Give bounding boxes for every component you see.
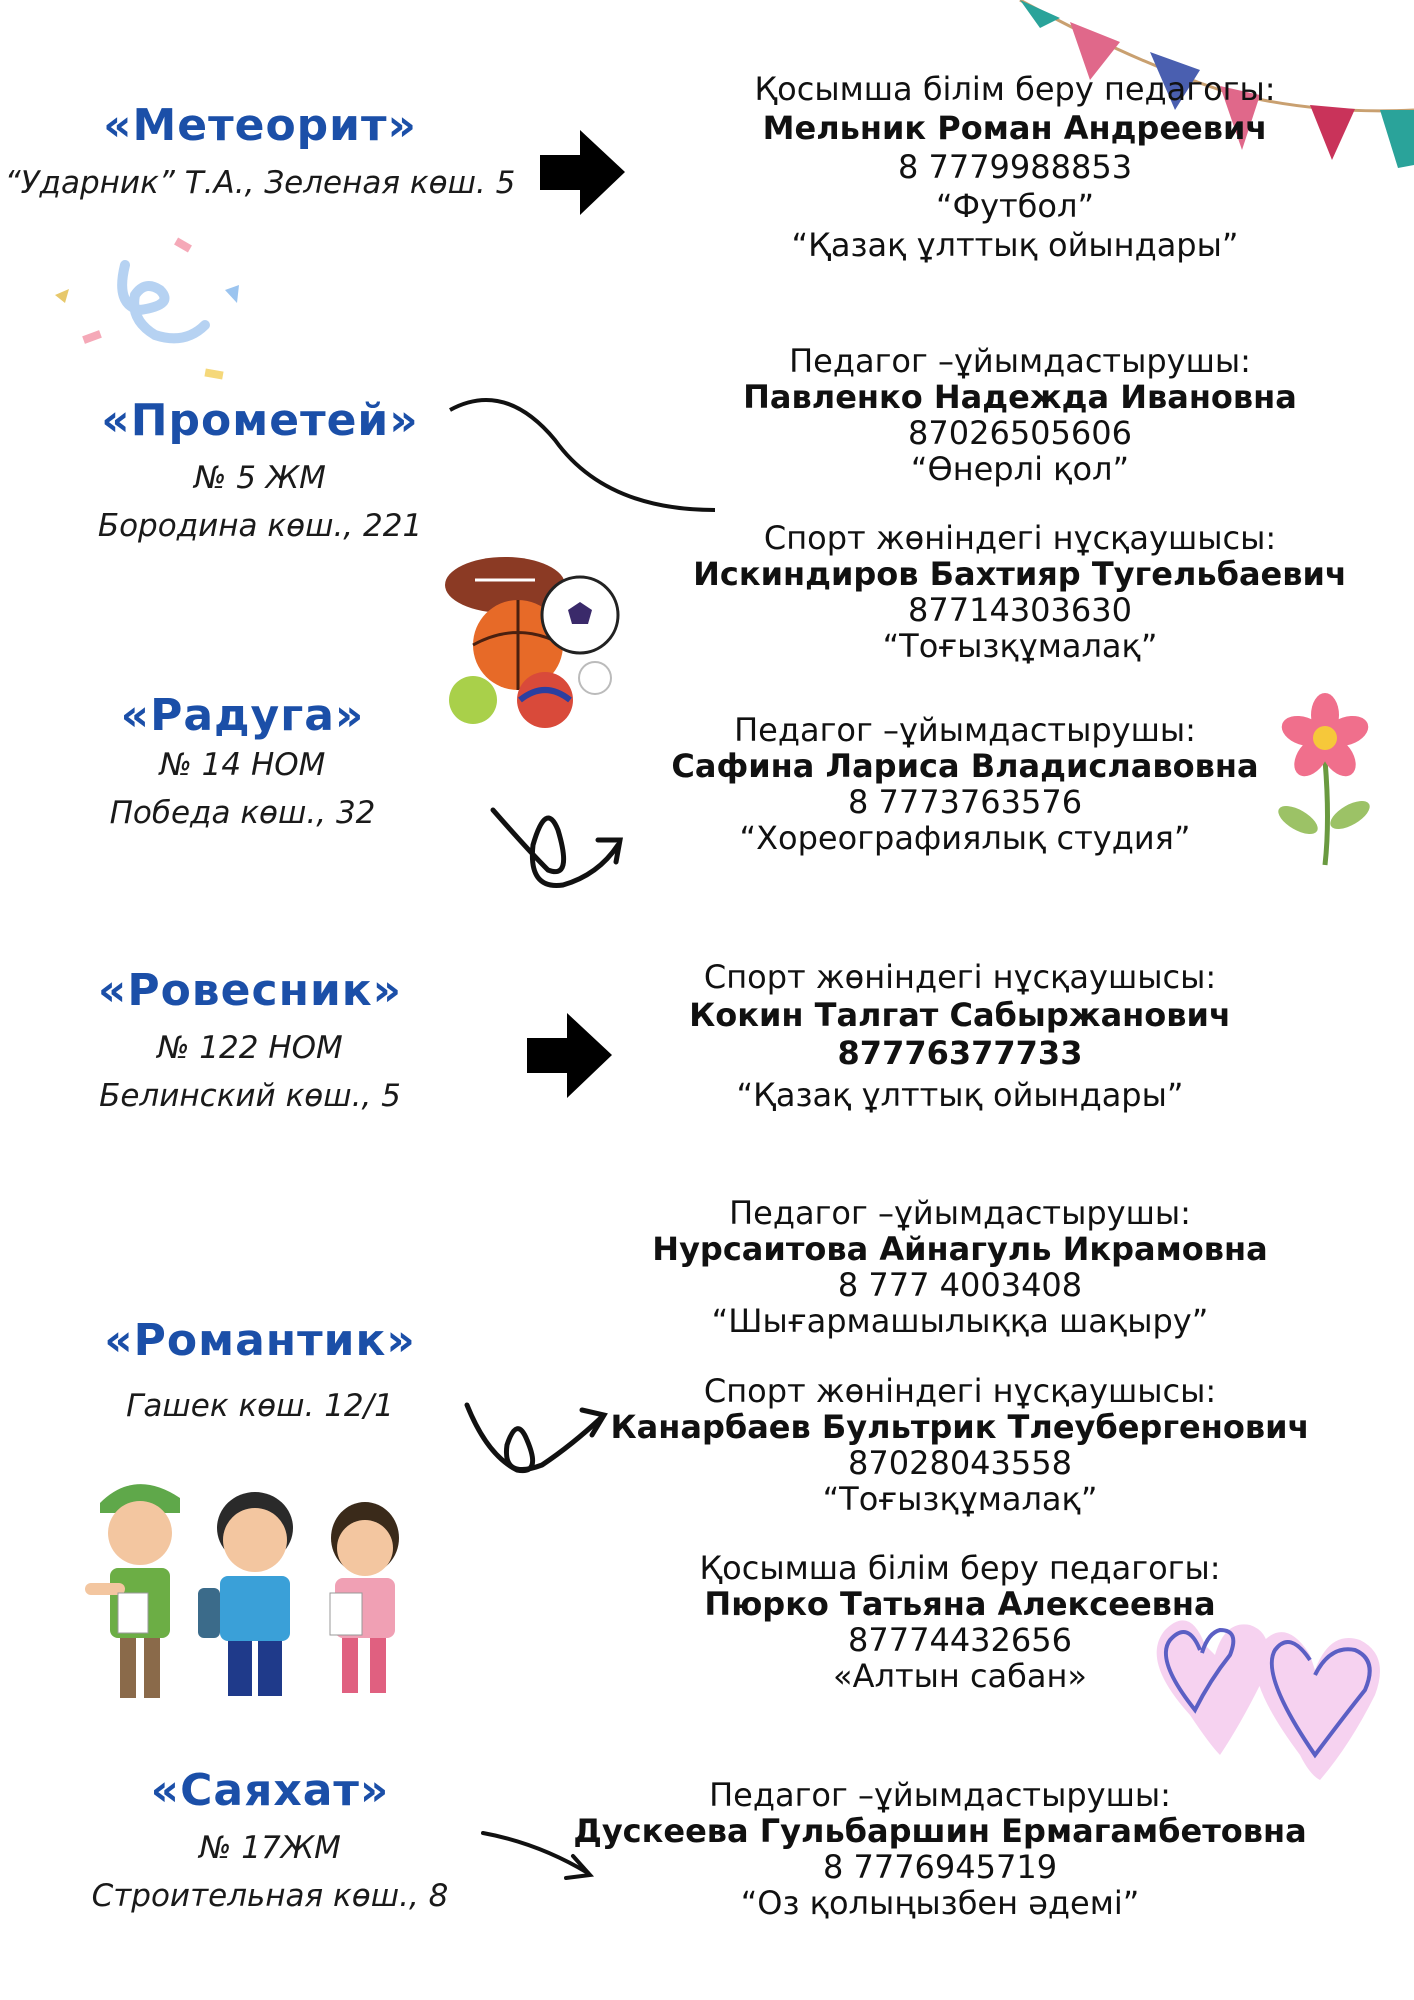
club-name: «Саяхат» xyxy=(150,1765,390,1816)
contact-phone: 87714303630 xyxy=(908,591,1132,629)
club-name: «Романтик» xyxy=(104,1315,416,1366)
contact-phone: 8 777 4003408 xyxy=(837,1266,1083,1304)
contact-activity: “Футбол” xyxy=(935,187,1095,225)
club-sayakhat xyxy=(0,1765,540,1920)
club-raduga xyxy=(0,690,485,837)
contact-phone: 8 7779988853 xyxy=(897,148,1133,186)
club-name: «Метеорит» xyxy=(103,100,417,151)
club-name: «Радуга» xyxy=(120,690,365,741)
arrow-1-icon xyxy=(535,125,630,220)
club-address: Белинский көш., 5 xyxy=(99,1078,401,1114)
contact-role: Қосымша білім беру педагогы: xyxy=(754,70,1276,108)
club-name: «Ровесник» xyxy=(97,965,403,1016)
contact-person: Дускеева Гульбаршин Ермагамбетовна xyxy=(573,1812,1307,1850)
club-romantik xyxy=(0,1315,520,1430)
club-address: Гашек көш. 12/1 xyxy=(126,1388,394,1424)
contact-activity: “Тоғызқұмалақ” xyxy=(822,1480,1098,1518)
contact-person: Канарбаев Бультрик Тлеубергенович xyxy=(610,1408,1310,1446)
children-illustration xyxy=(80,1458,420,1713)
contact-kanarbaev xyxy=(580,1373,1340,1517)
contact-pavlenko xyxy=(670,343,1370,487)
contact-activity: “Шығармашылыққа шақыру” xyxy=(711,1302,1209,1340)
club-address: “Ударник” Т.А., Зеленая көш. 5 xyxy=(4,165,516,201)
club-address: Бородина көш., 221 xyxy=(97,508,423,544)
contact-phone: 87026505606 xyxy=(908,414,1132,452)
contact-role: Спорт жөніндегі нұсқаушысы: xyxy=(763,519,1277,557)
contact-iskindirov xyxy=(660,520,1380,664)
club-prometei xyxy=(0,395,520,550)
contact-person: Павленко Надежда Ивановна xyxy=(743,378,1297,416)
contact-phone: 8 7776945719 xyxy=(822,1848,1058,1886)
club-address: Строительная көш., 8 xyxy=(91,1878,449,1914)
contact-activity-2: “Қазақ ұлттық ойындары” xyxy=(791,226,1239,264)
club-address: Победа көш., 32 xyxy=(109,795,376,831)
contact-melnik xyxy=(665,70,1365,265)
club-rovesnik xyxy=(0,965,500,1120)
contact-role: Педагог –ұйымдастырушы: xyxy=(789,342,1251,380)
club-district: № 122 НОМ xyxy=(157,1030,343,1066)
contact-phone: 8 7773763576 xyxy=(847,783,1083,821)
confetti-decoration xyxy=(55,235,245,385)
club-meteorit xyxy=(0,100,520,207)
arrow-2-icon xyxy=(522,1008,617,1103)
contact-nursaitova xyxy=(610,1195,1310,1339)
club-district: № 17ЖМ xyxy=(199,1830,341,1866)
contact-phone: 87774432656 xyxy=(848,1621,1072,1659)
contact-phone: 87776377733 xyxy=(837,1034,1083,1072)
contact-duskeeva xyxy=(560,1777,1320,1921)
contact-person: Искиндиров Бахтияр Тугельбаевич xyxy=(693,555,1347,593)
contact-person: Пюрко Татьяна Алексеевна xyxy=(704,1585,1216,1623)
contact-person: Мельник Роман Андреевич xyxy=(762,109,1268,147)
contact-pyurko xyxy=(610,1550,1310,1694)
contact-activity: “Оз қолыңызбен әдемі” xyxy=(740,1884,1140,1922)
contact-phone: 87028043558 xyxy=(848,1444,1072,1482)
contact-activity: “Қазақ ұлттық ойындары” xyxy=(736,1076,1184,1114)
contact-activity: “Өнерлі қол” xyxy=(910,450,1130,488)
contact-role: Спорт жөніндегі нұсқаушысы: xyxy=(703,1372,1217,1410)
contact-activity: «Алтын сабан» xyxy=(833,1657,1087,1695)
contact-activity: “Тоғызқұмалақ” xyxy=(882,627,1158,665)
contact-role: Спорт жөніндегі нұсқаушысы: xyxy=(703,958,1217,996)
contact-person: Кокин Талгат Сабыржанович xyxy=(689,996,1231,1034)
contact-role: Педагог –ұйымдастырушы: xyxy=(734,711,1196,749)
club-name: «Прометей» xyxy=(101,395,419,446)
contact-person: Нурсаитова Айнагуль Икрамовна xyxy=(652,1230,1268,1268)
contact-role: Педагог –ұйымдастырушы: xyxy=(709,1776,1171,1814)
club-district: № 14 НОМ xyxy=(159,747,326,783)
contact-role: Қосымша білім беру педагогы: xyxy=(699,1549,1221,1587)
contact-kokin xyxy=(610,958,1310,1114)
contact-activity: “Хореографиялық студия” xyxy=(739,819,1191,857)
club-district: № 5 ЖМ xyxy=(194,460,326,496)
contact-safina xyxy=(620,712,1310,856)
contact-person: Сафина Лариса Владиславовна xyxy=(671,747,1259,785)
contact-role: Педагог –ұйымдастырушы: xyxy=(729,1194,1191,1232)
curly-arrow-1-icon xyxy=(488,790,638,900)
